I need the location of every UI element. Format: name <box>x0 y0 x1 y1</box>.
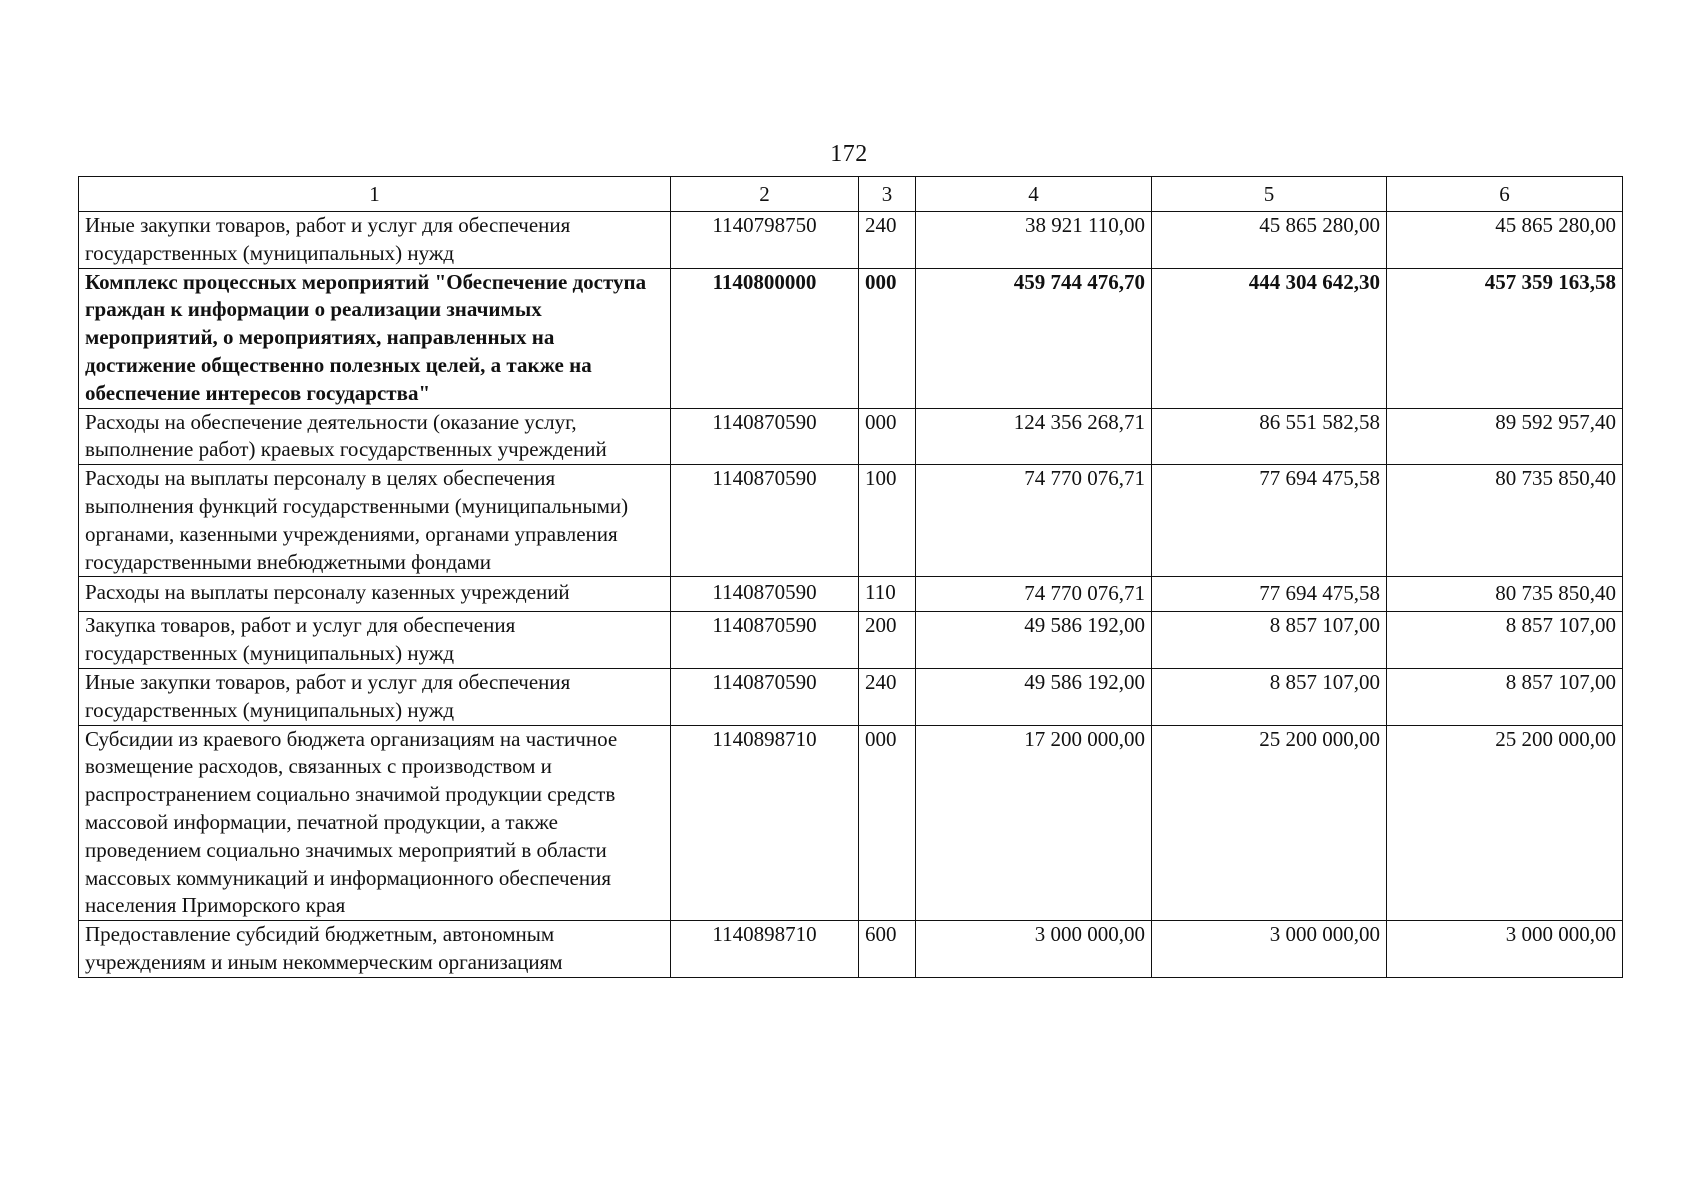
row-value-col6: 3 000 000,00 <box>1387 921 1623 978</box>
column-header: 5 <box>1152 177 1387 212</box>
table-row <box>79 668 1623 725</box>
row-code: 1140870590 <box>671 668 859 725</box>
row-value-col5: 444 304 642,30 <box>1152 268 1387 408</box>
row-value-col6: 80 735 850,40 <box>1387 577 1623 612</box>
row-value-col5: 45 865 280,00 <box>1152 212 1387 269</box>
row-type: 200 <box>859 612 916 669</box>
row-value-col5: 25 200 000,00 <box>1152 725 1387 921</box>
table-row <box>79 921 1623 978</box>
column-header: 6 <box>1387 177 1623 212</box>
column-header: 2 <box>671 177 859 212</box>
row-code: 1140898710 <box>671 725 859 921</box>
row-value-col4: 3 000 000,00 <box>916 921 1152 978</box>
row-type: 000 <box>859 725 916 921</box>
row-code: 1140870590 <box>671 408 859 465</box>
row-name: Комплекс процессных мероприятий "Обеспечение доступа граждан к информации о реализации значимых мероприятий, о мероприятиях, направленных на достижение общественно полезных целей, а также на обеспечение интересов государства" <box>79 268 671 408</box>
row-type: 240 <box>859 668 916 725</box>
row-code: 1140870590 <box>671 465 859 577</box>
row-value-col6: 457 359 163,58 <box>1387 268 1623 408</box>
column-header: 4 <box>916 177 1152 212</box>
row-value-col6: 25 200 000,00 <box>1387 725 1623 921</box>
row-type: 600 <box>859 921 916 978</box>
page-number: 172 <box>830 141 868 167</box>
row-value-col4: 38 921 110,00 <box>916 212 1152 269</box>
row-name: Иные закупки товаров, работ и услуг для обеспечения государственных (муниципальных) нужд <box>79 668 671 725</box>
row-code: 1140798750 <box>671 212 859 269</box>
row-value-col6: 8 857 107,00 <box>1387 612 1623 669</box>
row-value-col6: 45 865 280,00 <box>1387 212 1623 269</box>
row-name: Расходы на обеспечение деятельности (оказание услуг, выполнение работ) краевых государственных учреждений <box>79 408 671 465</box>
row-name: Закупка товаров, работ и услуг для обеспечения государственных (муниципальных) нужд <box>79 612 671 669</box>
row-value-col5: 77 694 475,58 <box>1152 465 1387 577</box>
table-row <box>79 577 1623 612</box>
row-value-col6: 80 735 850,40 <box>1387 465 1623 577</box>
column-header: 3 <box>859 177 916 212</box>
row-type: 000 <box>859 408 916 465</box>
row-code: 1140800000 <box>671 268 859 408</box>
row-value-col5: 8 857 107,00 <box>1152 612 1387 669</box>
row-name: Предоставление субсидий бюджетным, автономным учреждениям и иным некоммерческим организациям <box>79 921 671 978</box>
row-code: 1140870590 <box>671 577 859 612</box>
row-type: 110 <box>859 577 916 612</box>
row-name: Иные закупки товаров, работ и услуг для обеспечения государственных (муниципальных) нужд <box>79 212 671 269</box>
row-value-col5: 77 694 475,58 <box>1152 577 1387 612</box>
row-value-col6: 8 857 107,00 <box>1387 668 1623 725</box>
table-row <box>79 408 1623 465</box>
row-value-col4: 74 770 076,71 <box>916 577 1152 612</box>
column-header: 1 <box>79 177 671 212</box>
row-value-col4: 74 770 076,71 <box>916 465 1152 577</box>
row-value-col6: 89 592 957,40 <box>1387 408 1623 465</box>
row-value-col5: 8 857 107,00 <box>1152 668 1387 725</box>
row-code: 1140870590 <box>671 612 859 669</box>
table-row <box>79 612 1623 669</box>
table-row <box>79 465 1623 577</box>
table-header-row <box>79 177 1623 212</box>
row-value-col5: 86 551 582,58 <box>1152 408 1387 465</box>
row-type: 000 <box>859 268 916 408</box>
row-type: 240 <box>859 212 916 269</box>
table-row <box>79 212 1623 269</box>
row-value-col4: 49 586 192,00 <box>916 612 1152 669</box>
row-value-col4: 459 744 476,70 <box>916 268 1152 408</box>
row-name: Расходы на выплаты персоналу в целях обеспечения выполнения функций государственными (муниципальными) органами, казенными учреждениями, органами управления государственными внебюджетными фондами <box>79 465 671 577</box>
row-code: 1140898710 <box>671 921 859 978</box>
row-value-col4: 49 586 192,00 <box>916 668 1152 725</box>
row-name: Расходы на выплаты персоналу казенных учреждений <box>79 577 671 612</box>
row-type: 100 <box>859 465 916 577</box>
row-name: Субсидии из краевого бюджета организациям на частичное возмещение расходов, связанных с производством и распространением социально значимой продукции средств массовой информации, печатной продукции, а также проведением социально значимых мероприятий в области массовых коммуникаций и информационного обеспечения населения Приморского края <box>79 725 671 921</box>
budget-table <box>78 176 1623 978</box>
row-value-col4: 17 200 000,00 <box>916 725 1152 921</box>
row-value-col4: 124 356 268,71 <box>916 408 1152 465</box>
table-row <box>79 725 1623 921</box>
table-row <box>79 268 1623 408</box>
row-value-col5: 3 000 000,00 <box>1152 921 1387 978</box>
